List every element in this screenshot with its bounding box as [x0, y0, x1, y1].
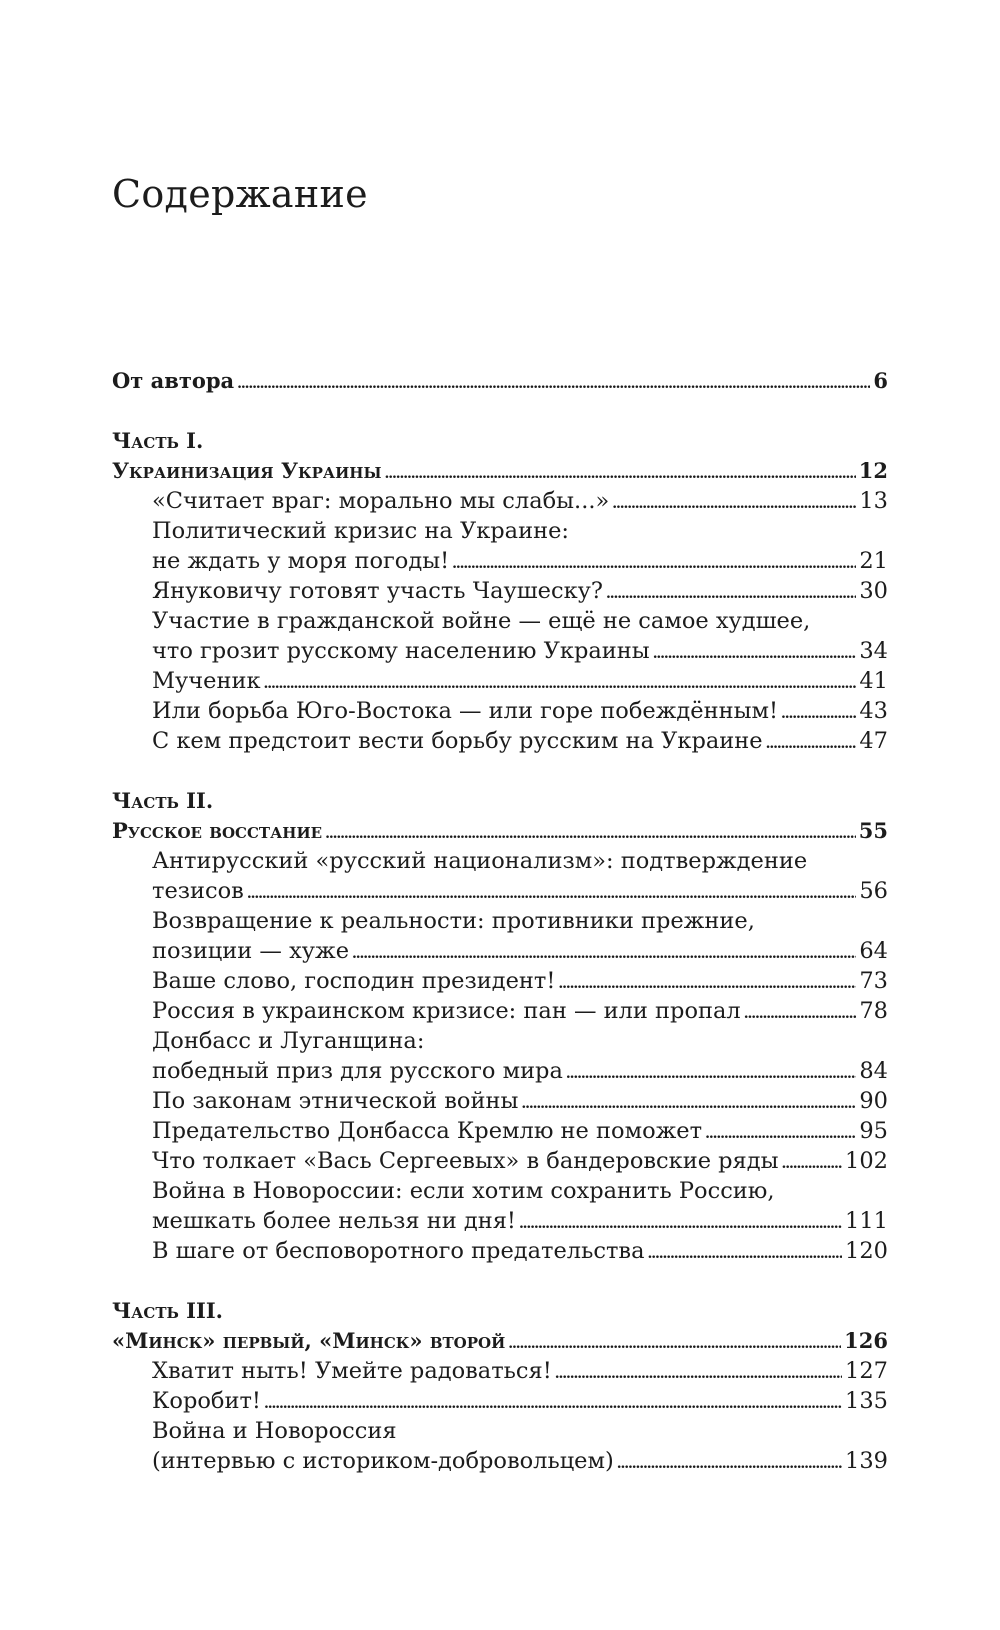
toc-entry-label: тезисов — [152, 878, 244, 904]
spacer — [112, 756, 888, 786]
toc-entry-label: позиции — хуже — [152, 938, 350, 964]
toc-entry-line — [112, 606, 888, 636]
toc-entry-page: 111 — [845, 1208, 888, 1234]
dot-leader — [519, 1206, 842, 1236]
toc-entry-label: Коробит! — [152, 1388, 261, 1414]
toc-entry-page: 127 — [845, 1358, 888, 1384]
toc-entry-page: 120 — [845, 1238, 888, 1264]
toc-entry-page: 30 — [859, 578, 888, 604]
dot-leader — [782, 1146, 843, 1176]
toc-entry-line — [112, 846, 888, 876]
toc-entry-page: 6 — [873, 368, 888, 393]
dot-leader — [647, 1236, 842, 1266]
dot-leader — [781, 696, 856, 726]
toc-entry-label: С кем предстоит вести борьбу русским на Украине — [152, 728, 763, 754]
toc-entry — [112, 936, 888, 966]
toc-entry-page: 84 — [859, 1058, 888, 1084]
part-heading — [112, 426, 888, 456]
toc-entry-label: «Считает враг: морально мы слабы...» — [152, 488, 610, 514]
page-title: Содержание — [112, 172, 368, 216]
toc-entry-line — [112, 516, 888, 546]
part-title-entry — [112, 816, 888, 846]
toc-entry — [112, 576, 888, 606]
toc-entry — [112, 546, 888, 576]
toc-entry-label: Что толкает «Вась Сергеевых» в бандеровские ряды — [152, 1148, 779, 1174]
toc-entry-page: 64 — [859, 938, 888, 964]
dot-leader — [766, 726, 857, 756]
toc-entry-page: 41 — [859, 668, 888, 694]
dot-leader — [617, 1446, 842, 1476]
dot-leader — [247, 876, 857, 906]
toc-entry-page: 56 — [859, 878, 888, 904]
table-of-contents — [112, 366, 888, 1476]
toc-entry-page: 139 — [845, 1448, 888, 1474]
toc-entry-label-line1: Возвращение к реальности: противники прежние, — [152, 908, 755, 934]
toc-entry-label-line1: Участие в гражданской войне — ещё не самое худшее, — [152, 608, 811, 634]
dot-leader — [264, 1386, 842, 1416]
part-number: Часть III. — [112, 1298, 223, 1323]
toc-entry-label: Предательство Донбасса Кремлю не поможет — [152, 1118, 703, 1144]
toc-entry-label: Хватит ныть! Умейте радоваться! — [152, 1358, 552, 1384]
toc-entry-label: По законам этнической войны — [152, 1088, 519, 1114]
dot-leader — [653, 636, 857, 666]
toc-entry-page: 55 — [858, 818, 888, 843]
part-number: Часть II. — [112, 788, 214, 813]
dot-leader — [612, 486, 856, 516]
spacer — [112, 1266, 888, 1296]
toc-entry-label: Мученик — [152, 668, 261, 694]
toc-entry-page: 78 — [859, 998, 888, 1024]
toc-entry — [112, 1146, 888, 1176]
toc-entry-preface — [112, 366, 888, 396]
toc-entry — [112, 726, 888, 756]
toc-entry — [112, 996, 888, 1026]
toc-entry — [112, 666, 888, 696]
toc-entry-label-line1: Война и Новороссия — [152, 1418, 397, 1444]
toc-entry-line — [112, 1416, 888, 1446]
toc-entry — [112, 1236, 888, 1266]
dot-leader — [325, 816, 856, 846]
toc-entry-label: победный приз для русского мира — [152, 1058, 563, 1084]
toc-entry-page: 21 — [859, 548, 888, 574]
dot-leader — [558, 966, 856, 996]
spacer — [112, 396, 888, 426]
toc-entry-label: Януковичу готовят участь Чаушеску? — [152, 578, 603, 604]
dot-leader — [606, 576, 856, 606]
toc-entry-page: 135 — [845, 1388, 888, 1414]
toc-entry — [112, 1056, 888, 1086]
part-title: «Минск» первый, «Минск» второй — [112, 1328, 506, 1353]
toc-entry-page: 34 — [859, 638, 888, 664]
toc-entry — [112, 696, 888, 726]
toc-entry — [112, 876, 888, 906]
part-heading — [112, 1296, 888, 1326]
toc-entry-line — [112, 1176, 888, 1206]
toc-entry-line — [112, 1026, 888, 1056]
toc-entry-label: Россия в украинском кризисе: пан — или пропал — [152, 998, 741, 1024]
part-title-entry — [112, 456, 888, 486]
dot-leader — [264, 666, 857, 696]
toc-entry — [112, 1116, 888, 1146]
toc-entry-label: Ваше слово, господин президент! — [152, 968, 556, 994]
dot-leader — [566, 1056, 856, 1086]
toc-entry — [112, 1086, 888, 1116]
toc-entry — [112, 966, 888, 996]
toc-entry-page: 102 — [845, 1148, 888, 1174]
toc-entry-page: 73 — [859, 968, 888, 994]
toc-entry-page: 13 — [859, 488, 888, 514]
toc-entry-line — [112, 906, 888, 936]
dot-leader — [521, 1086, 856, 1116]
toc-entry-label-line1: Политический кризис на Украине: — [152, 518, 569, 544]
toc-entry — [112, 1206, 888, 1236]
part-title: Русское восстание — [112, 818, 323, 843]
dot-leader — [508, 1326, 841, 1356]
toc-entry-label: (интервью с историком-добровольцем) — [152, 1448, 614, 1474]
toc-entry-page: 126 — [844, 1328, 888, 1353]
toc-entry-label-line1: Донбасс и Луганщина: — [152, 1028, 425, 1054]
toc-entry-label: Или борьба Юго-Востока — или горе побеждённым! — [152, 698, 779, 724]
dot-leader — [237, 366, 870, 396]
toc-entry-page: 95 — [859, 1118, 888, 1144]
toc-entry-page: 47 — [859, 728, 888, 754]
dot-leader — [555, 1356, 842, 1386]
toc-entry-label: От автора — [112, 368, 235, 393]
part-number: Часть I. — [112, 428, 204, 453]
toc-entry — [112, 1386, 888, 1416]
toc-entry — [112, 1446, 888, 1476]
dot-leader — [705, 1116, 856, 1146]
toc-entry — [112, 1356, 888, 1386]
toc-entry — [112, 636, 888, 666]
toc-entry — [112, 486, 888, 516]
toc-entry-page: 12 — [858, 458, 888, 483]
toc-entry-label: не ждать у моря погоды! — [152, 548, 450, 574]
toc-entry-page: 43 — [859, 698, 888, 724]
toc-entry-label: В шаге от бесповоротного предательства — [152, 1238, 645, 1264]
toc-entry-label: мешкать более нельзя ни дня! — [152, 1208, 516, 1234]
toc-entry-label: что грозит русскому населению Украины — [152, 638, 650, 664]
toc-entry-label-line1: Война в Новороссии: если хотим сохранить Россию, — [152, 1178, 775, 1204]
dot-leader — [452, 546, 856, 576]
dot-leader — [352, 936, 856, 966]
part-title-entry — [112, 1326, 888, 1356]
part-title: Украинизация Украины — [112, 458, 382, 483]
dot-leader — [385, 456, 856, 486]
toc-entry-page: 90 — [859, 1088, 888, 1114]
dot-leader — [744, 996, 857, 1026]
part-heading — [112, 786, 888, 816]
toc-entry-label-line1: Антирусский «русский национализм»: подтверждение — [152, 848, 808, 874]
